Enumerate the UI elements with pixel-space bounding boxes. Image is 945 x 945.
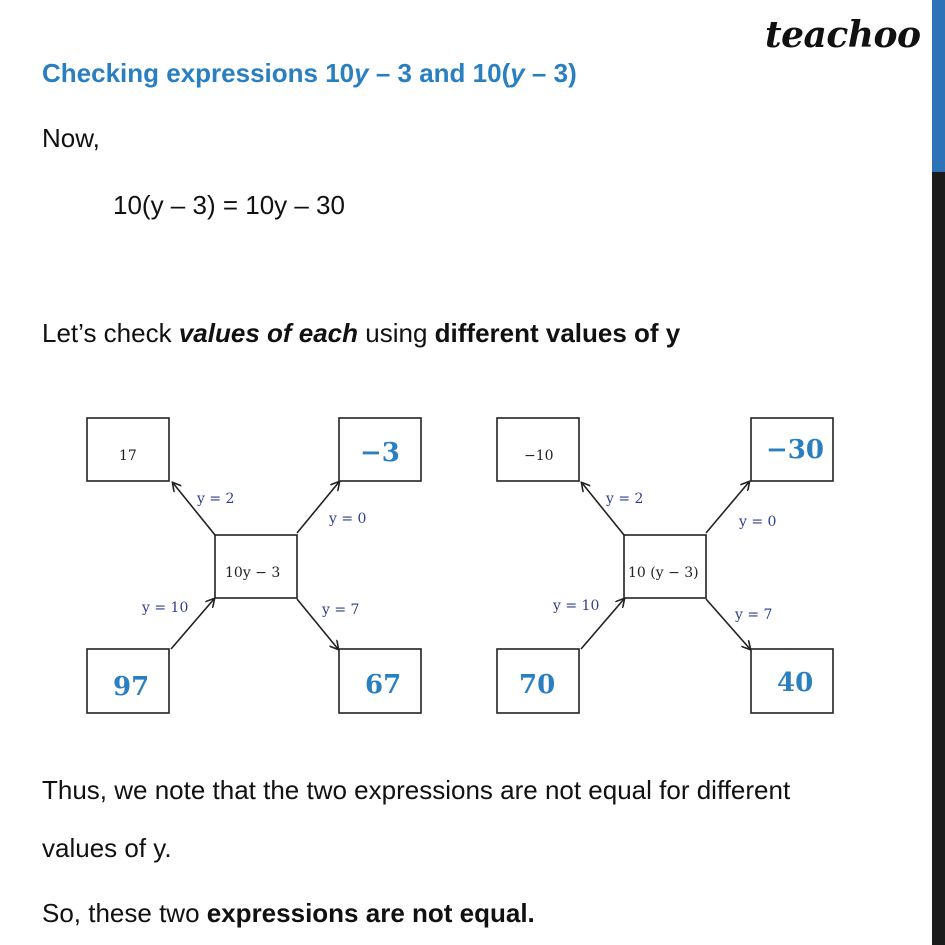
page-heading: Checking expressions 10y – 3 and 10(y – 3) <box>42 58 577 88</box>
check-instruction: Let’s check values of each using different values of y <box>42 318 681 348</box>
label-y-7: y = 7 <box>322 602 360 618</box>
conclusion-line-2: values of y. <box>42 833 172 863</box>
expansion-equation: 10(y – 3) = 10y – 30 <box>113 190 345 220</box>
value-bottom-right: 67 <box>365 670 402 700</box>
teachoo-logo: teachoo <box>765 14 921 56</box>
label-y-0: y = 0 <box>329 511 367 527</box>
label-y-2: y = 2 <box>606 491 644 507</box>
diagram-10-times-y-minus-3 <box>497 418 833 713</box>
value-bottom-left: 97 <box>113 672 150 702</box>
value-top-right: −3 <box>360 438 400 468</box>
value-top-left: −10 <box>524 448 554 464</box>
label-y-10: y = 10 <box>142 600 189 616</box>
center-expression: 10 (y − 3) <box>628 565 699 581</box>
now-text: Now, <box>42 123 100 153</box>
value-top-right: −30 <box>766 435 824 465</box>
label-y-10: y = 10 <box>553 598 600 614</box>
value-bottom-left: 70 <box>519 670 556 700</box>
value-top-left: 17 <box>119 448 137 464</box>
label-y-2: y = 2 <box>197 491 235 507</box>
label-y-0: y = 0 <box>739 514 777 530</box>
label-y-7: y = 7 <box>735 607 773 623</box>
value-bottom-right: 40 <box>777 668 814 698</box>
center-expression: 10y − 3 <box>225 565 281 581</box>
final-statement: So, these two expressions are not equal. <box>42 898 535 928</box>
diagram-10y-minus-3 <box>87 418 421 713</box>
conclusion-line-1: Thus, we note that the two expressions are not equal for different <box>42 775 791 805</box>
